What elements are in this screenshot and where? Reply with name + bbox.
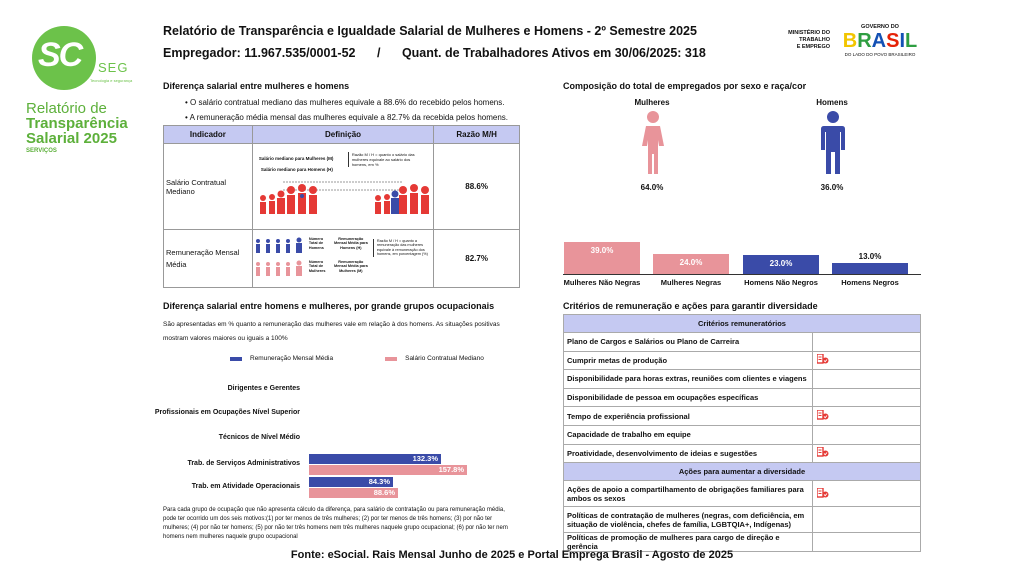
logo-sc-text: SC — [38, 36, 82, 74]
brasil-wordmark — [840, 30, 920, 52]
men-pct: 36.0% — [820, 183, 844, 192]
occupation-bar-median: 157.8% — [309, 465, 467, 475]
criteria-label: Disponibilidade para horas extras, reuniões com clientes e viagens — [564, 370, 813, 389]
criteria-row — [564, 388, 921, 407]
page-title: Relatório de Transparência e Igualdade Salarial de Mulheres e Homens - 2º Semestre 2025 — [163, 24, 697, 38]
race-bar-label: 23.0% — [769, 259, 793, 268]
criteria-check-cell — [813, 425, 921, 444]
men-label: Homens — [816, 98, 848, 107]
check-list-icon — [817, 410, 829, 420]
legend-swatch-mean — [230, 357, 242, 361]
table-row — [164, 230, 520, 288]
brasil-letter: B — [842, 30, 858, 52]
bullet-1: • O salário contratual mediano das mulheres equivale a 88.6% do recebido pelos homens. — [185, 98, 505, 107]
criteria-row — [564, 444, 921, 463]
fig-text-mean-women: Remuneração Mensal Média para Mulheres (M) — [333, 259, 368, 273]
logo-seg-text: SEG — [98, 60, 129, 75]
occupation-bar-mean: 84.3% — [309, 477, 393, 487]
ministry-line2: TRABALHO — [799, 37, 830, 43]
ministry-line3: E EMPREGO — [796, 44, 830, 50]
criteria-label: Políticas de promoção de mulheres para cargo de direção e gerência — [564, 533, 813, 552]
occupation-label: Profissionais em Ocupações Nível Superior — [154, 409, 300, 416]
criteria-check-cell — [813, 481, 921, 507]
race-chart-axis — [563, 274, 921, 275]
gov-top-text: GOVERNO DO — [861, 24, 899, 30]
indicator-l2: Média — [166, 259, 187, 269]
criteria-row — [564, 351, 921, 370]
criteria-check-cell — [813, 444, 921, 463]
criteria-label: Tempo de experiência profissional — [564, 407, 813, 426]
women-pct: 64.0% — [640, 183, 664, 192]
criteria-label: Proatividade, desenvolvimento de ideias e sugestões — [564, 444, 813, 463]
women-label: Mulheres — [634, 98, 670, 107]
criteria-row — [564, 370, 921, 389]
brasil-letter: A — [871, 30, 887, 52]
header-separator: / — [376, 46, 381, 60]
composition-title: Composição do total de empregados por sexo e raça/cor — [563, 81, 807, 91]
criteria-title: Critérios de remuneração e ações para garantir diversidade — [563, 301, 818, 311]
legend-median: Salário Contratual Mediano — [405, 355, 484, 362]
race-bar-label: 24.0% — [679, 258, 703, 267]
indicator-table — [163, 125, 520, 288]
brand-title-line1: Relatório de — [26, 100, 107, 117]
criteria-check-cell — [813, 351, 921, 370]
criteria-row — [564, 407, 921, 426]
criteria-check-cell — [813, 370, 921, 389]
criteria-label: Cumprir metas de produção — [564, 351, 813, 370]
company-logo — [24, 22, 144, 102]
criteria-header-remuneration: Critérios remuneratórios — [564, 315, 921, 333]
criteria-header-diversity: Ações para aumentar a diversidade — [564, 463, 921, 481]
footer-source: Fonte: eSocial. Rais Mensal Junho de 2025 e Portal Emprega Brasil - Agosto de 2025 — [290, 549, 734, 561]
bullet-1-text: O salário contratual mediano das mulheres equivale a 88.6% do recebido pelos homens. — [190, 98, 505, 107]
occupational-note: Para cada grupo de ocupação que não apresenta cálculo da diferença, para salário de contratação ou para remuneração média, pode ter ocorrido um dos seis motivos:(1) por ter menos de três mulheres; (2) por ter menos de três homens; (3) por não ter mulheres; (4) por não ter homens; (5) por não ter três homens nem três mulheres naquele grupo ocupacional; (6) por não ter nem homens nem mulheres naquele grupo ocupacional — [163, 507, 508, 540]
occupational-legend — [230, 355, 484, 362]
fig-text-women: Salário mediano para Mulheres (M) — [258, 155, 334, 161]
workers-count: Quant. de Trabalhadores Ativos em 30/06/2025: 318 — [401, 46, 706, 60]
criteria-row — [564, 507, 921, 533]
gov-brasil-logo — [840, 24, 920, 64]
fig-text-ratio: Razão M / H = quanto o salário das mulheres equivale ao salário dos homens, em % — [348, 152, 426, 167]
race-category-label: Homens Negros — [841, 278, 899, 287]
occupation-label: Trab. em Atividade Operacionais — [191, 483, 300, 490]
page-header — [163, 24, 706, 68]
legend-swatch-median — [385, 357, 397, 361]
ministry-logo — [776, 30, 830, 51]
criteria-check-cell — [813, 507, 921, 533]
check-list-icon — [817, 447, 829, 457]
col-ratio: Razão M/H — [434, 126, 520, 144]
col-indicator: Indicador — [164, 126, 253, 144]
brand-title-line4: SERVIÇOS — [26, 148, 57, 154]
table-row — [164, 144, 520, 230]
criteria-label: Plano de Cargos e Salários ou Plano de Carreira — [564, 333, 813, 352]
race-category-label: Mulheres Não Negras — [563, 278, 641, 287]
occupation-label: Técnicos de Nível Médio — [218, 434, 300, 441]
indicator-cell — [164, 230, 253, 288]
woman-figure-icon — [638, 110, 668, 176]
fig-text-total-women: Número Total de Mulheres — [308, 259, 326, 273]
legend-mean: Remuneração Mensal Média — [250, 355, 334, 362]
occupation-label: Trab. de Serviços Administrativos — [187, 460, 300, 467]
ratio-median: 88.6% — [434, 144, 520, 230]
criteria-table — [563, 314, 921, 552]
criteria-check-cell — [813, 388, 921, 407]
gov-sub-text: DO LADO DO POVO BRASILEIRO — [844, 52, 916, 57]
criteria-row — [564, 425, 921, 444]
race-bar-label: 39.0% — [590, 246, 614, 255]
fig-text-men: Salário mediano para Homens (H) — [260, 166, 333, 172]
indicator-cell: Salário Contratual Mediano — [164, 144, 253, 230]
occupation-label: Dirigentes e Gerentes — [227, 385, 300, 392]
occupational-title: Diferença salarial entre homens e mulheres, por grande grupos ocupacionais — [163, 301, 495, 311]
definition-figure-median — [252, 144, 433, 230]
criteria-row — [564, 481, 921, 507]
brasil-letter: R — [857, 30, 872, 52]
bullet-2: • A remuneração média mensal das mulheres equivale a 82.7% da recebida pelos homens. — [185, 113, 509, 122]
occupational-bar-chart — [150, 378, 520, 503]
people-illustration-icon — [253, 176, 433, 226]
employer-id: Empregador: 11.967.535/0001-52 — [163, 46, 356, 60]
col-definition: Definição — [252, 126, 433, 144]
criteria-row — [564, 333, 921, 352]
occupation-bar-median: 88.6% — [309, 488, 398, 498]
criteria-label: Disponibilidade de pessoa em ocupações específicas — [564, 388, 813, 407]
occupation-bar-mean: 132.3% — [309, 454, 441, 464]
logo-tagline: Tecnologia e segurança — [90, 78, 133, 83]
ratio-mean: 82.7% — [434, 230, 520, 288]
criteria-check-cell — [813, 333, 921, 352]
criteria-header-remuneration-row — [564, 315, 921, 333]
brasil-letter: S — [886, 30, 900, 52]
salary-gap-title: Diferença salarial entre mulheres e homens — [163, 81, 350, 91]
race-bar-label: 13.0% — [858, 252, 882, 261]
indicator-l1: Remuneração Mensal — [166, 247, 240, 257]
check-list-icon — [817, 354, 829, 364]
ministry-line1: MINISTÉRIO DO — [788, 30, 830, 36]
criteria-header-diversity-row — [564, 463, 921, 481]
occupational-description — [163, 318, 500, 346]
race-sex-bar-chart — [563, 230, 921, 290]
employer-line — [163, 46, 706, 60]
check-list-icon — [817, 488, 829, 498]
criteria-label: Políticas de contratação de mulheres (negras, com deficiência, em situação de violência, chefes de família, LGBTQIA+, Indígenas) — [564, 507, 813, 533]
fig-text-total-men: Número Total de Homens — [308, 236, 324, 250]
occupational-desc-line1: São apresentadas em % quanto a remuneração das mulheres vale em relação à dos homens. As situações positivas — [163, 321, 500, 328]
race-bar-3 — [832, 263, 908, 274]
brasil-letter: L — [905, 30, 918, 52]
report-brand-title — [26, 101, 156, 156]
indicator-table-header — [164, 126, 520, 144]
occupational-desc-line2: mostram valores maiores ou iguais a 100% — [163, 335, 288, 342]
man-figure-icon — [818, 110, 848, 176]
fig-text-ratio-mean: Razão M / H = quanto a remuneração das mulheres equivale à remuneração dos homens, em porcentagem (%) — [373, 239, 431, 257]
criteria-label: Capacidade de trabalho em equipe — [564, 425, 813, 444]
criteria-label: Ações de apoio a compartilhamento de obrigações familiares para ambos os sexos — [564, 481, 813, 507]
race-category-label: Mulheres Negras — [660, 278, 722, 287]
brand-title-line3: Salarial 2025 — [26, 130, 117, 147]
criteria-check-cell — [813, 407, 921, 426]
bullet-2-text: A remuneração média mensal das mulheres equivale a 82.7% da recebida pelos homens. — [189, 113, 509, 122]
brasil-letter: I — [899, 30, 906, 52]
fig-text-mean-men: Remuneração Mensal Média para Homens (H) — [333, 236, 368, 250]
definition-figure-mean — [252, 230, 433, 288]
brand-title-line2: Transparência — [26, 115, 128, 132]
race-category-label: Homens Não Negros — [744, 278, 818, 287]
people-formula-icon — [253, 237, 308, 281]
